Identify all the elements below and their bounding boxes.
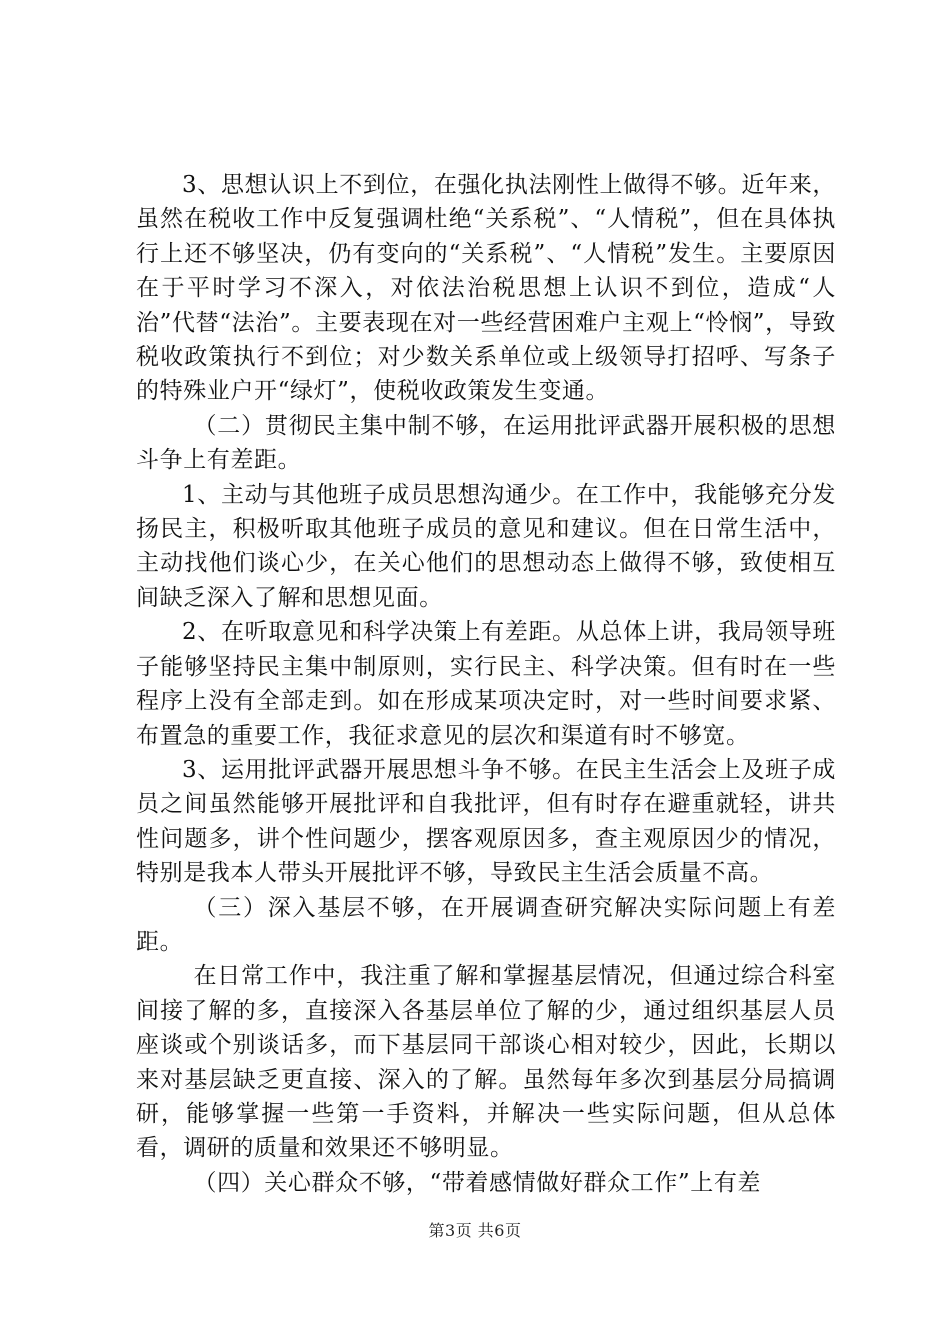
section-heading-3: （三）深入基层不够，在开展调查研究解决实际问题上有差距。 (136, 894, 836, 955)
page-footer: 第3页 共6页 (428, 1221, 522, 1240)
paragraph-item-3-criticism: 3、运用批评武器开展思想斗争不够。在民主生活会上及班子成员之间虽然能够开展批评和自我批评，但有时存在避重就轻，讲共性问题多，讲个性问题少，摆客观原因多，查主观原因少的情况，特别是我本人带头开展批评不够，导致民主生活会质量不高。 (136, 756, 836, 887)
paragraph-grassroots: 在日常工作中，我注重了解和掌握基层情况，但通过综合科室间接了解的多，直接深入各基层单位了解的少，通过组织基层人员座谈或个别谈话多，而下基层同干部谈心相对较少，因此，长期以来对基层缺乏更直接、深入的了解。虽然每年多次到基层分局搞调研，能够掌握一些第一手资料，并解决一些实际问题，但从总体看，调研的质量和效果还不够明显。 (136, 963, 836, 1162)
paragraph-item-3-thinking: 3、思想认识上不到位，在强化执法刚性上做得不够。近年来，虽然在税收工作中反复强调杜绝“关系税”、“人情税”，但在具体执行上还不够坚决，仍有变向的“关系税”、“人情税”发生。主要原因在于平时学习不深入，对依法治税思想上认识不到位，造成“人治”代替“法治”。主要表现在对一些经营困难户主观上“怜悯”，导致税收政策执行不到位；对少数关系单位或上级领导打招呼、写条子的特殊业户开“绿灯”，使税收政策发生变通。 (136, 172, 836, 405)
section-heading-4: （四）关心群众不够，“带着感情做好群众工作”上有差 (193, 1169, 762, 1196)
document-body (136, 168, 836, 1200)
section-heading-2: （二）贯彻民主集中制不够，在运用批评武器开展积极的思想斗争上有差距。 (136, 412, 836, 474)
paragraph-item-1-communication: 1、主动与其他班子成员思想沟通少。在工作中，我能够充分发扬民主，积极听取其他班子成员的意见和建议。但在日常生活中，主动找他们谈心少，在关心他们的思想动态上做得不够，致使相互间缺乏深入了解和思想见面。 (136, 481, 836, 611)
paragraph-item-2-decision: 2、在听取意见和科学决策上有差距。从总体上讲，我局领导班子能够坚持民主集中制原则，实行民主、科学决策。但有时在一些程序上没有全部走到。如在形成某项决定时，对一些时间要求紧、布置急的重要工作，我征求意见的层次和渠道有时不够宽。 (136, 619, 836, 749)
